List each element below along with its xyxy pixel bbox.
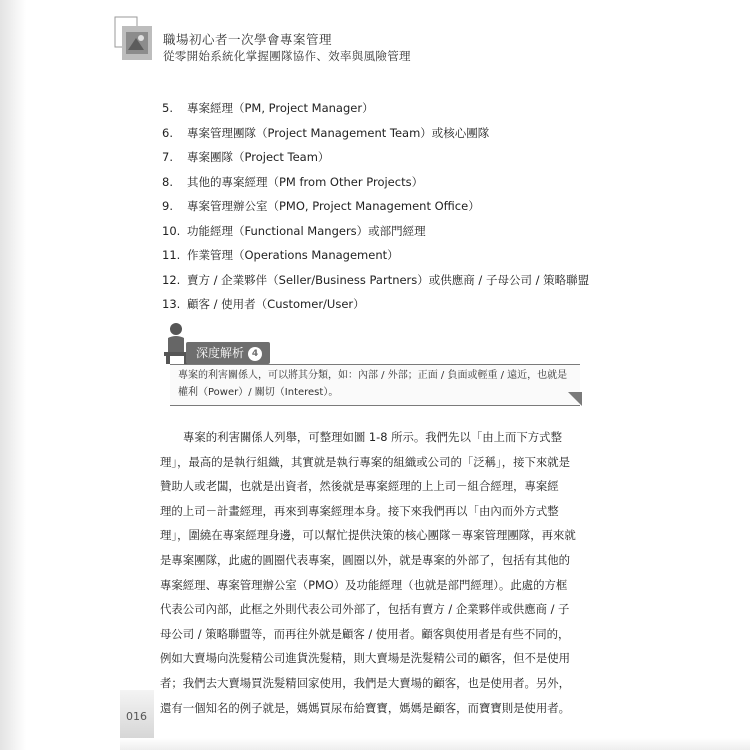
callout-text (178, 368, 573, 401)
book-logo-icon (114, 16, 156, 64)
list-item (162, 145, 632, 170)
list-text: 顧客 / 使用者（Customer/User） (187, 297, 365, 312)
list-number: 5. (162, 101, 173, 116)
list-item (162, 219, 632, 244)
body-line: 專案的利害關係人列舉，可整理如圖 1-8 所示。我們先以「由上而下方式整 (183, 430, 562, 444)
callout-line: 權利（Power）/ 關切（Interest）。 (178, 386, 339, 398)
book-subtitle: 從零開始系統化掌握團隊協作、效率與風險管理 (163, 49, 411, 63)
body-line: 例如大賣場向洗髮精公司進貨洗髮精，則大賣場是洗髮精公司的顧客，但不是使用 (160, 651, 571, 666)
body-line: 母公司 / 策略聯盟等，而再往外就是顧客 / 使用者。顧客與使用者是有些不同的， (160, 626, 570, 641)
list-item (162, 243, 632, 268)
list-item (162, 96, 632, 121)
callout-label-text: 深度解析 (196, 346, 245, 360)
list-text: 賣方 / 企業夥伴（Seller/Business Partners）或供應商 / 子母公司 / 策略聯盟 (187, 272, 590, 287)
page-edge-shadow (0, 0, 26, 750)
list-item (162, 268, 632, 293)
body-line: 還有一個知名的例子就是，媽媽買尿布給寶寶，媽媽是顧客，而寶寶則是使用者。 (160, 700, 571, 715)
list-number: 7. (162, 150, 173, 165)
body-line: 專案經理、專案管理辦公室（PMO）及功能經理（也就是部門經理）。此處的方框 (160, 577, 568, 592)
list-number: 8. (162, 174, 173, 189)
body-line: 贊助人或老闆，也就是出資者，然後就是專案經理的上上司－組合經理，專案經 (160, 479, 559, 494)
body-paragraph (160, 425, 590, 720)
callout-number-badge: 4 (248, 347, 262, 361)
callout-label (186, 342, 270, 364)
list-text: 作業管理（Operations Management） (187, 248, 399, 263)
list-number: 6. (162, 125, 173, 140)
book-title: 職場初心者一次學會專案管理 (163, 32, 333, 47)
list-item (162, 292, 632, 317)
body-line: 理」，最高的是執行組織，其實就是執行專案的組織或公司的「泛稱」，接下來就是 (160, 454, 571, 469)
body-line: 理」，圍繞在專案經理身邊，可以幫忙提供決策的核心團隊－專案管理團隊，再來就 (160, 528, 576, 543)
callout-line: 專案的利害關係人，可以將其分類，如：內部 / 外部；正面 / 負面或輕重 / 遠近，也就是 (178, 370, 568, 381)
list-number: 12. (162, 272, 181, 287)
list-item (162, 194, 632, 219)
list-text: 專案管理辦公室（PMO, Project Management Office） (187, 199, 480, 214)
list-number: 13. (162, 297, 181, 312)
list-number: 11. (162, 248, 181, 263)
body-line: 者；我們去大賣場買洗髮精回家使用，我們是大賣場的顧客，也是使用者。另外， (160, 675, 571, 690)
list-text: 專案管理團隊（Project Management Team）或核心團隊 (187, 125, 490, 140)
list-text: 專案團隊（Project Team） (187, 150, 330, 165)
list-number: 10. (162, 223, 181, 238)
body-line: 代表公司內部，此框之外則代表公司外部了，包括有賣方 / 企業夥伴或供應商 / 子 (160, 602, 570, 617)
list-text: 功能經理（Functional Mangers）或部門經理 (187, 223, 426, 238)
list-text: 專案經理（PM, Project Manager） (187, 101, 374, 116)
body-line: 理的上司－計畫經理，再來到專案經理本身。接下來我們再以「由內而外方式整 (160, 503, 559, 518)
list-item (162, 170, 632, 195)
page-number: 016 (126, 710, 147, 723)
page-bottom-shadow (120, 738, 750, 750)
list-number: 9. (162, 199, 173, 214)
list-item (162, 121, 632, 146)
list-text: 其他的專案經理（PM from Other Projects） (187, 174, 424, 189)
stakeholder-list (162, 96, 632, 317)
body-line: 是專案團隊，此處的圓圈代表專案，圓圈以外，就是專案的外部了，包括有其他的 (160, 552, 571, 567)
